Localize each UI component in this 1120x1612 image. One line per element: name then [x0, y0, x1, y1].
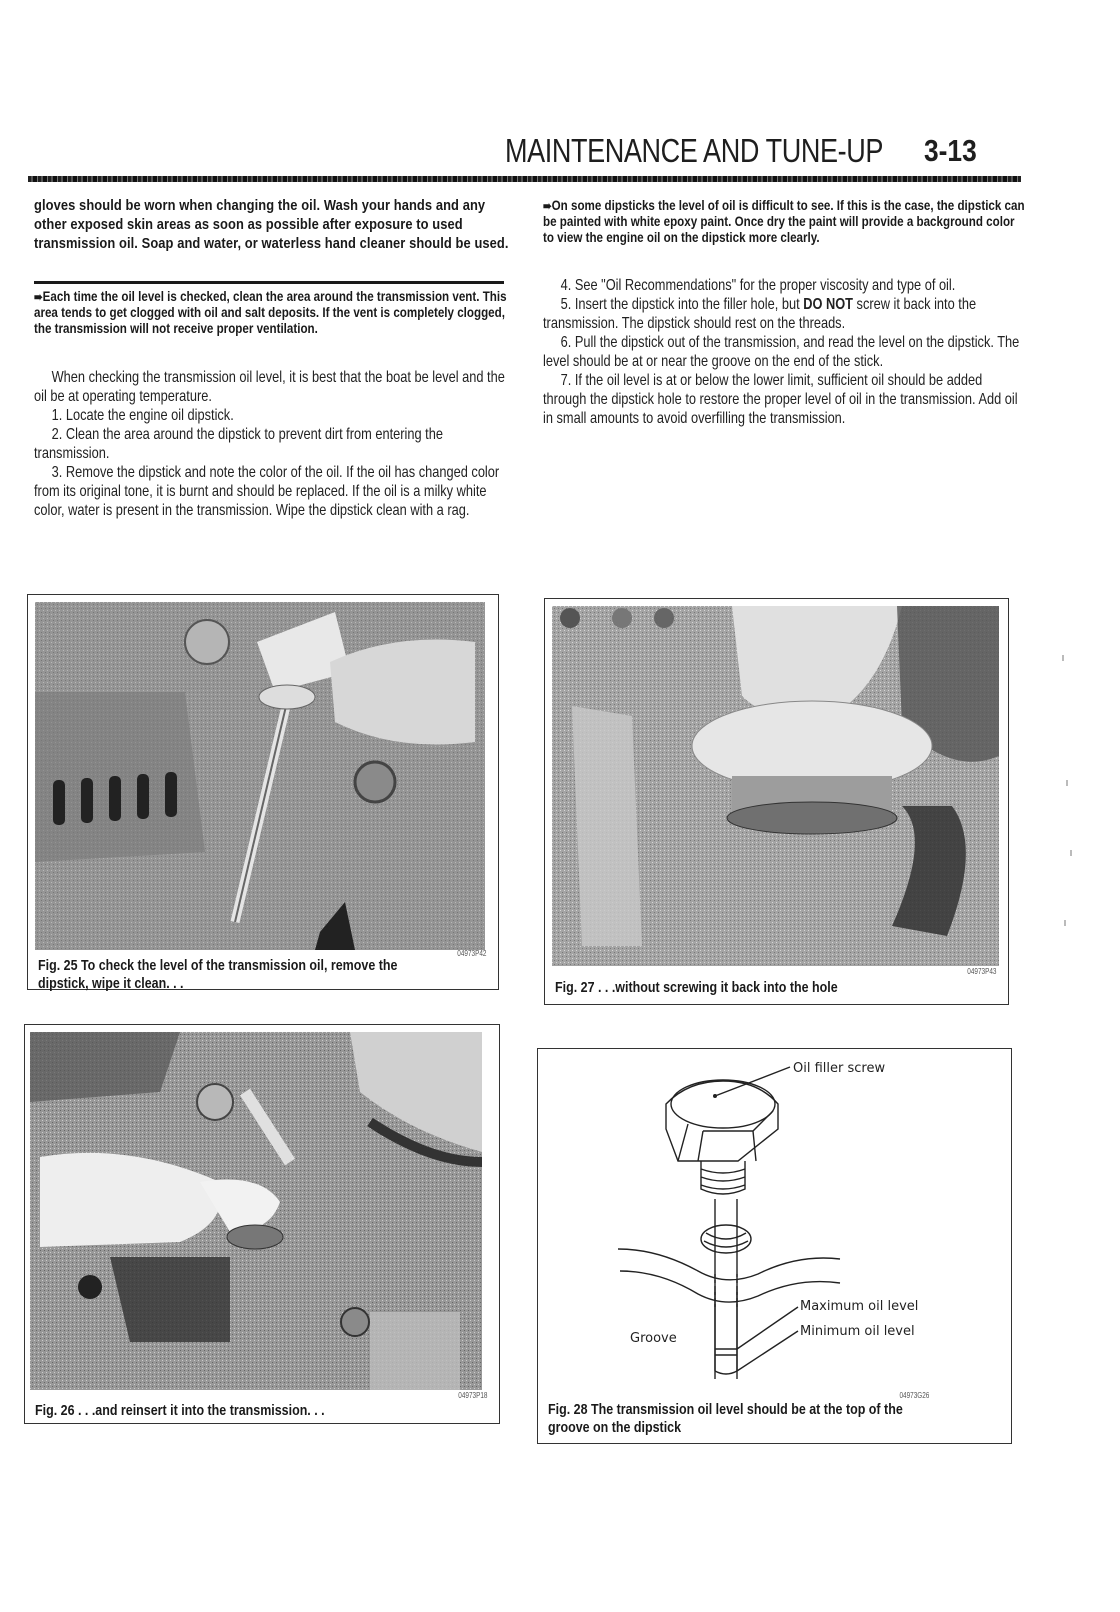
- warning-continuation: gloves should be worn when changing the oil. Wash your hands and any other exposed skin areas as soon as possible after exposure to used transmission oil. Soap and water, or waterless hand cleaner should be used.: [34, 197, 509, 252]
- figure-caption: Fig. 28 The transmission oil level should be at the top of the groove on the dipstick: [548, 1402, 903, 1436]
- figure-25: [27, 594, 499, 990]
- section-title: MAINTENANCE AND TUNE-UP: [505, 132, 883, 169]
- note-dipstick-paint: [543, 198, 1025, 246]
- figure-code: 04973P43: [966, 967, 996, 976]
- photo-dipstick-reinserted: [552, 606, 999, 966]
- figure-caption: Fig. 26 . . .and reinsert it into the transmission. . .: [35, 1403, 325, 1419]
- scan-artifact: [1066, 780, 1068, 786]
- note-arrow-icon: ➠: [34, 290, 43, 304]
- step-1: 1. Locate the engine oil dipstick.: [51, 407, 234, 424]
- note-text: On some dipsticks the level of oil is difficult to see. If this is the case, the dipstick can be painted with white epoxy paint. Once dry the paint will provide a background color to view the engine oil on the dipstick more clearly.: [543, 198, 1025, 245]
- figure-code: 04973P42: [456, 949, 486, 958]
- scan-artifact: [1062, 655, 1064, 661]
- figure-code: 04973G26: [899, 1391, 929, 1400]
- step-4: 4. See "Oil Recommendations" for the proper viscosity and type of oil.: [560, 277, 956, 294]
- step-5: 5. Insert the dipstick into the filler hole, but DO NOT screw it back into the transmission. The dipstick should rest on the threads.: [543, 296, 977, 332]
- figure-28: [537, 1048, 1012, 1444]
- step-2: 2. Clean the area around the dipstick to prevent dirt from entering the transmission.: [34, 426, 443, 462]
- step-7: 7. If the oil level is at or below the lower limit, sufficient oil should be added through the dipstick hole to restore the proper level of oil in the transmission. Add oil in small amounts to avoid overfilling the transmission.: [543, 372, 1018, 427]
- label-minimum-oil-level: Minimum oil level: [800, 1324, 915, 1339]
- step-6: 6. Pull the dipstick out of the transmission, and read the level on the dipstick. The level should be at or near the groove on the end of the stick.: [543, 334, 1020, 370]
- figure-27: [544, 598, 1009, 1005]
- page-number: 3-13: [924, 133, 977, 168]
- note-vent: [34, 289, 516, 337]
- note-text: Each time the oil level is checked, clean the area around the transmission vent. This area tends to get clogged with oil and salt deposits. If the vent is completely clogged, the transmission will not receive proper ventilation.: [34, 289, 507, 336]
- photo-dipstick-reinsert: [30, 1032, 482, 1390]
- label-oil-filler-screw: Oil filler screw: [793, 1061, 886, 1076]
- step-3: 3. Remove the dipstick and note the color of the oil. If the oil has changed color from its original tone, it is burnt and should be replaced. If the oil is a milky white color, water is present in the transmission. Wipe the dipstick clean with a rag.: [34, 464, 500, 519]
- photo-dipstick-removal: [35, 602, 485, 950]
- label-groove: Groove: [630, 1331, 677, 1346]
- dipstick-end-diagram: [538, 1289, 1011, 1399]
- header-rule: [28, 176, 1021, 182]
- label-maximum-oil-level: Maximum oil level: [800, 1299, 919, 1314]
- figure-caption: Fig. 27 . . .without screwing it back into the hole: [555, 980, 838, 996]
- scan-artifact: [1070, 850, 1072, 856]
- right-body: [543, 276, 1023, 428]
- left-body: [34, 368, 514, 520]
- scan-artifact: [1064, 920, 1066, 926]
- figure-caption: Fig. 25 To check the level of the transmission oil, remove the dipstick, wipe it clean. . .: [38, 958, 398, 992]
- emphasis-do-not: DO NOT: [803, 296, 853, 313]
- section-divider: [34, 281, 504, 284]
- figure-code: 04973P18: [457, 1391, 487, 1400]
- intro-paragraph: When checking the transmission oil level, it is best that the boat be level and the oil be at operating temperature.: [34, 369, 505, 405]
- figure-26: [24, 1024, 500, 1424]
- note-arrow-icon: ➠: [543, 199, 552, 213]
